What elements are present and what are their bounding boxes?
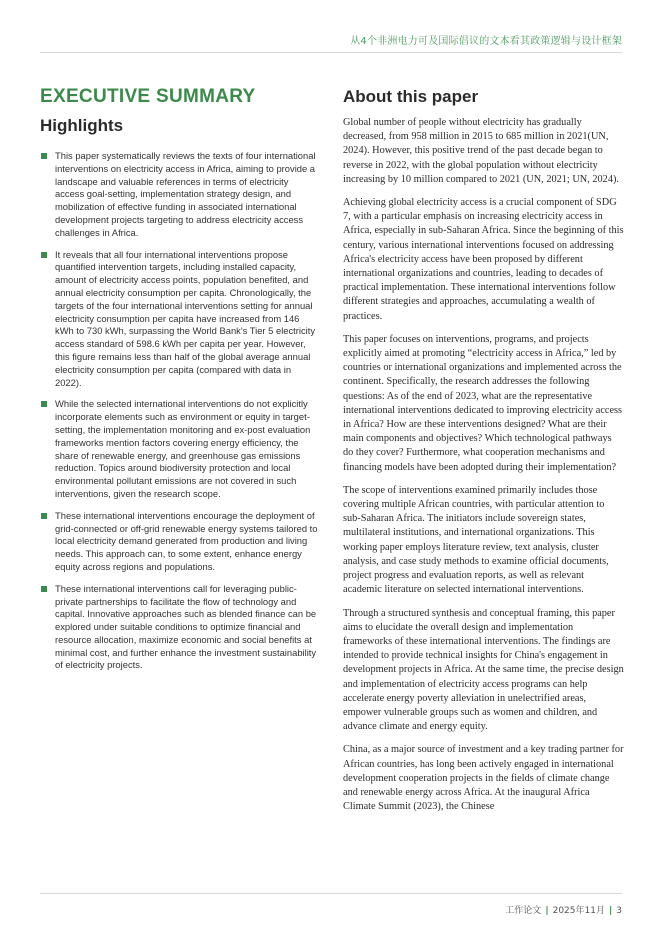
list-item bbox=[40, 150, 320, 240]
list-item bbox=[40, 398, 320, 500]
highlights-heading: Highlights bbox=[40, 116, 124, 135]
executive-summary-column bbox=[40, 86, 320, 681]
paragraph: This paper focuses on interventions, programs, and projects explicitly aimed at promoting “electricity access in Africa,” led by countries or international organizations and implemented across the continent. Specifically, the research addresses the following questions: As of the end of 2023, what are the representative international interventions dedicated to improving electricity access in Africa? How are these interventions designed? What are their main components and objectives? Which technological pathways do they cover? Furthermore, what cooperation mechanisms and financing models have been adopted during their implementation? bbox=[343, 333, 623, 473]
page-footer bbox=[505, 903, 622, 916]
square-bullet-icon bbox=[41, 252, 47, 258]
bullet-text: It reveals that all four international interventions propose quantified intervention targets, including installed capacity, amount of electricity access points, population benefited, and annual electricity consumption per capita. Chronologically, the targets of the four international interventions setting for annual electricity consumption per capita have increased from 146 kWh to 730 kWh, surpassing the World Bank's Tier 5 electricity access standard of 598.6 kWh per capita per year. However, this figure remains less than half of the global average annual electricity consumption per capita (compared with data in 2022). bbox=[55, 248, 316, 388]
running-header-title: 从4个非洲电力可及国际倡议的文本看其政策逻辑与设计框架 bbox=[350, 36, 622, 47]
paragraph: Through a structured synthesis and conceptual framing, this paper aims to elucidate the overall design and implementation frameworks of these international interventions. The findings are intended to provide technical insights for China's engagement in development projects in Africa. At the same time, the precise design and implementation of electricity access programs can help accelerate energy poverty alleviation in unelectrified areas, empower vulnerable groups such as women and children, and advance climate and energy equity. bbox=[343, 607, 624, 733]
footer-date: 2025年11月 bbox=[552, 906, 605, 916]
header-divider bbox=[40, 52, 622, 53]
paragraph: Global number of people without electricity has gradually decreased, from 958 million in 2015 to 685 million in 2021(UN, 2024). However, this positive trend of the past decade began to reverse in 2022, with the global population without electricity increasing by 10 million compared to 2021 (UN, 2021; UN, 2024). bbox=[343, 117, 619, 185]
paragraph: The scope of interventions examined primarily includes those covering multiple African countries, with particular attention to sub-Saharan Africa. The initiators include sovereign states, multilateral institutions, and international organizations. This working paper employs literature review, text analysis, cluster analysis, and case study methods to examine official documents, project progress and evaluation reports, as well as relevant academic literature on selected international interventions. bbox=[343, 484, 609, 596]
bullet-text: While the selected international interventions do not explicitly incorporate elements such as environment or equity in target-setting, the implementation monitoring and ex-post evaluation frameworks mention factors covering energy efficiency, the share of renewable energy, and greenhouse gas emissions reduction. Topics around biodiversity protection and local environmental pollutant emissions are not covered in such interventions, given the research scope. bbox=[55, 398, 311, 499]
footer-separator: | bbox=[608, 906, 613, 916]
page-number: 3 bbox=[616, 906, 622, 916]
square-bullet-icon bbox=[41, 586, 47, 592]
footer-separator: | bbox=[545, 906, 549, 916]
list-item bbox=[40, 249, 320, 390]
list-item bbox=[40, 510, 320, 574]
footer-divider bbox=[40, 893, 622, 894]
paragraph: China, as a major source of investment and a key trading partner for African countries, has long been actively engaged in international development cooperation projects in the fields of climate change and renewable energy across Africa. At the inaugural Africa Climate Summit (2023), the Chinese bbox=[343, 744, 624, 813]
bullet-text: These international interventions encourage the deployment of grid-connected or off-grid renewable energy systems tailored to local electricity demand generated from production and living needs. This approach can, to some extent, enhance energy equity across regions and populations. bbox=[55, 509, 318, 572]
about-paper-column bbox=[343, 86, 624, 823]
square-bullet-icon bbox=[41, 401, 47, 407]
square-bullet-icon bbox=[41, 153, 47, 159]
bullet-text: These international interventions call for leveraging public-private partnerships to facilitate the flow of technology and capital. Innovative approaches such as blended finance can be explored under suitable conditions to optimize financial and resource allocation, maximize economic and social benefits at minimal cost, and further enhance the investment sustainability of electricity projects. bbox=[55, 582, 317, 671]
square-bullet-icon bbox=[41, 513, 47, 519]
footer-series: 工作论文 bbox=[505, 906, 542, 916]
about-heading: About this paper bbox=[343, 87, 479, 106]
bullet-text: This paper systematically reviews the texts of four international interventions on electricity access in Africa, aiming to provide a landscape and valuable references in terms of electricity access goal-setting, implementation strategy design, and mobilization of effective funding in associated international development projects targeting to address electricity access challenges in Africa. bbox=[55, 150, 316, 238]
paragraph: Achieving global electricity access is a crucial component of SDG 7, with a particular emphasis on increasing electricity access in Africa, especially in sub-Saharan Africa. Since the beginning of this century, various international interventions focused on addressing Africa's electricity access have been proposed by different international organizations and countries, leading to decades of practical implementation. These international interventions follow different strategies and approaches, accumulating a wealth of practices. bbox=[343, 197, 624, 322]
list-item bbox=[40, 583, 320, 673]
section-title: EXECUTIVE SUMMARY bbox=[40, 86, 256, 107]
highlights-list bbox=[40, 150, 320, 672]
